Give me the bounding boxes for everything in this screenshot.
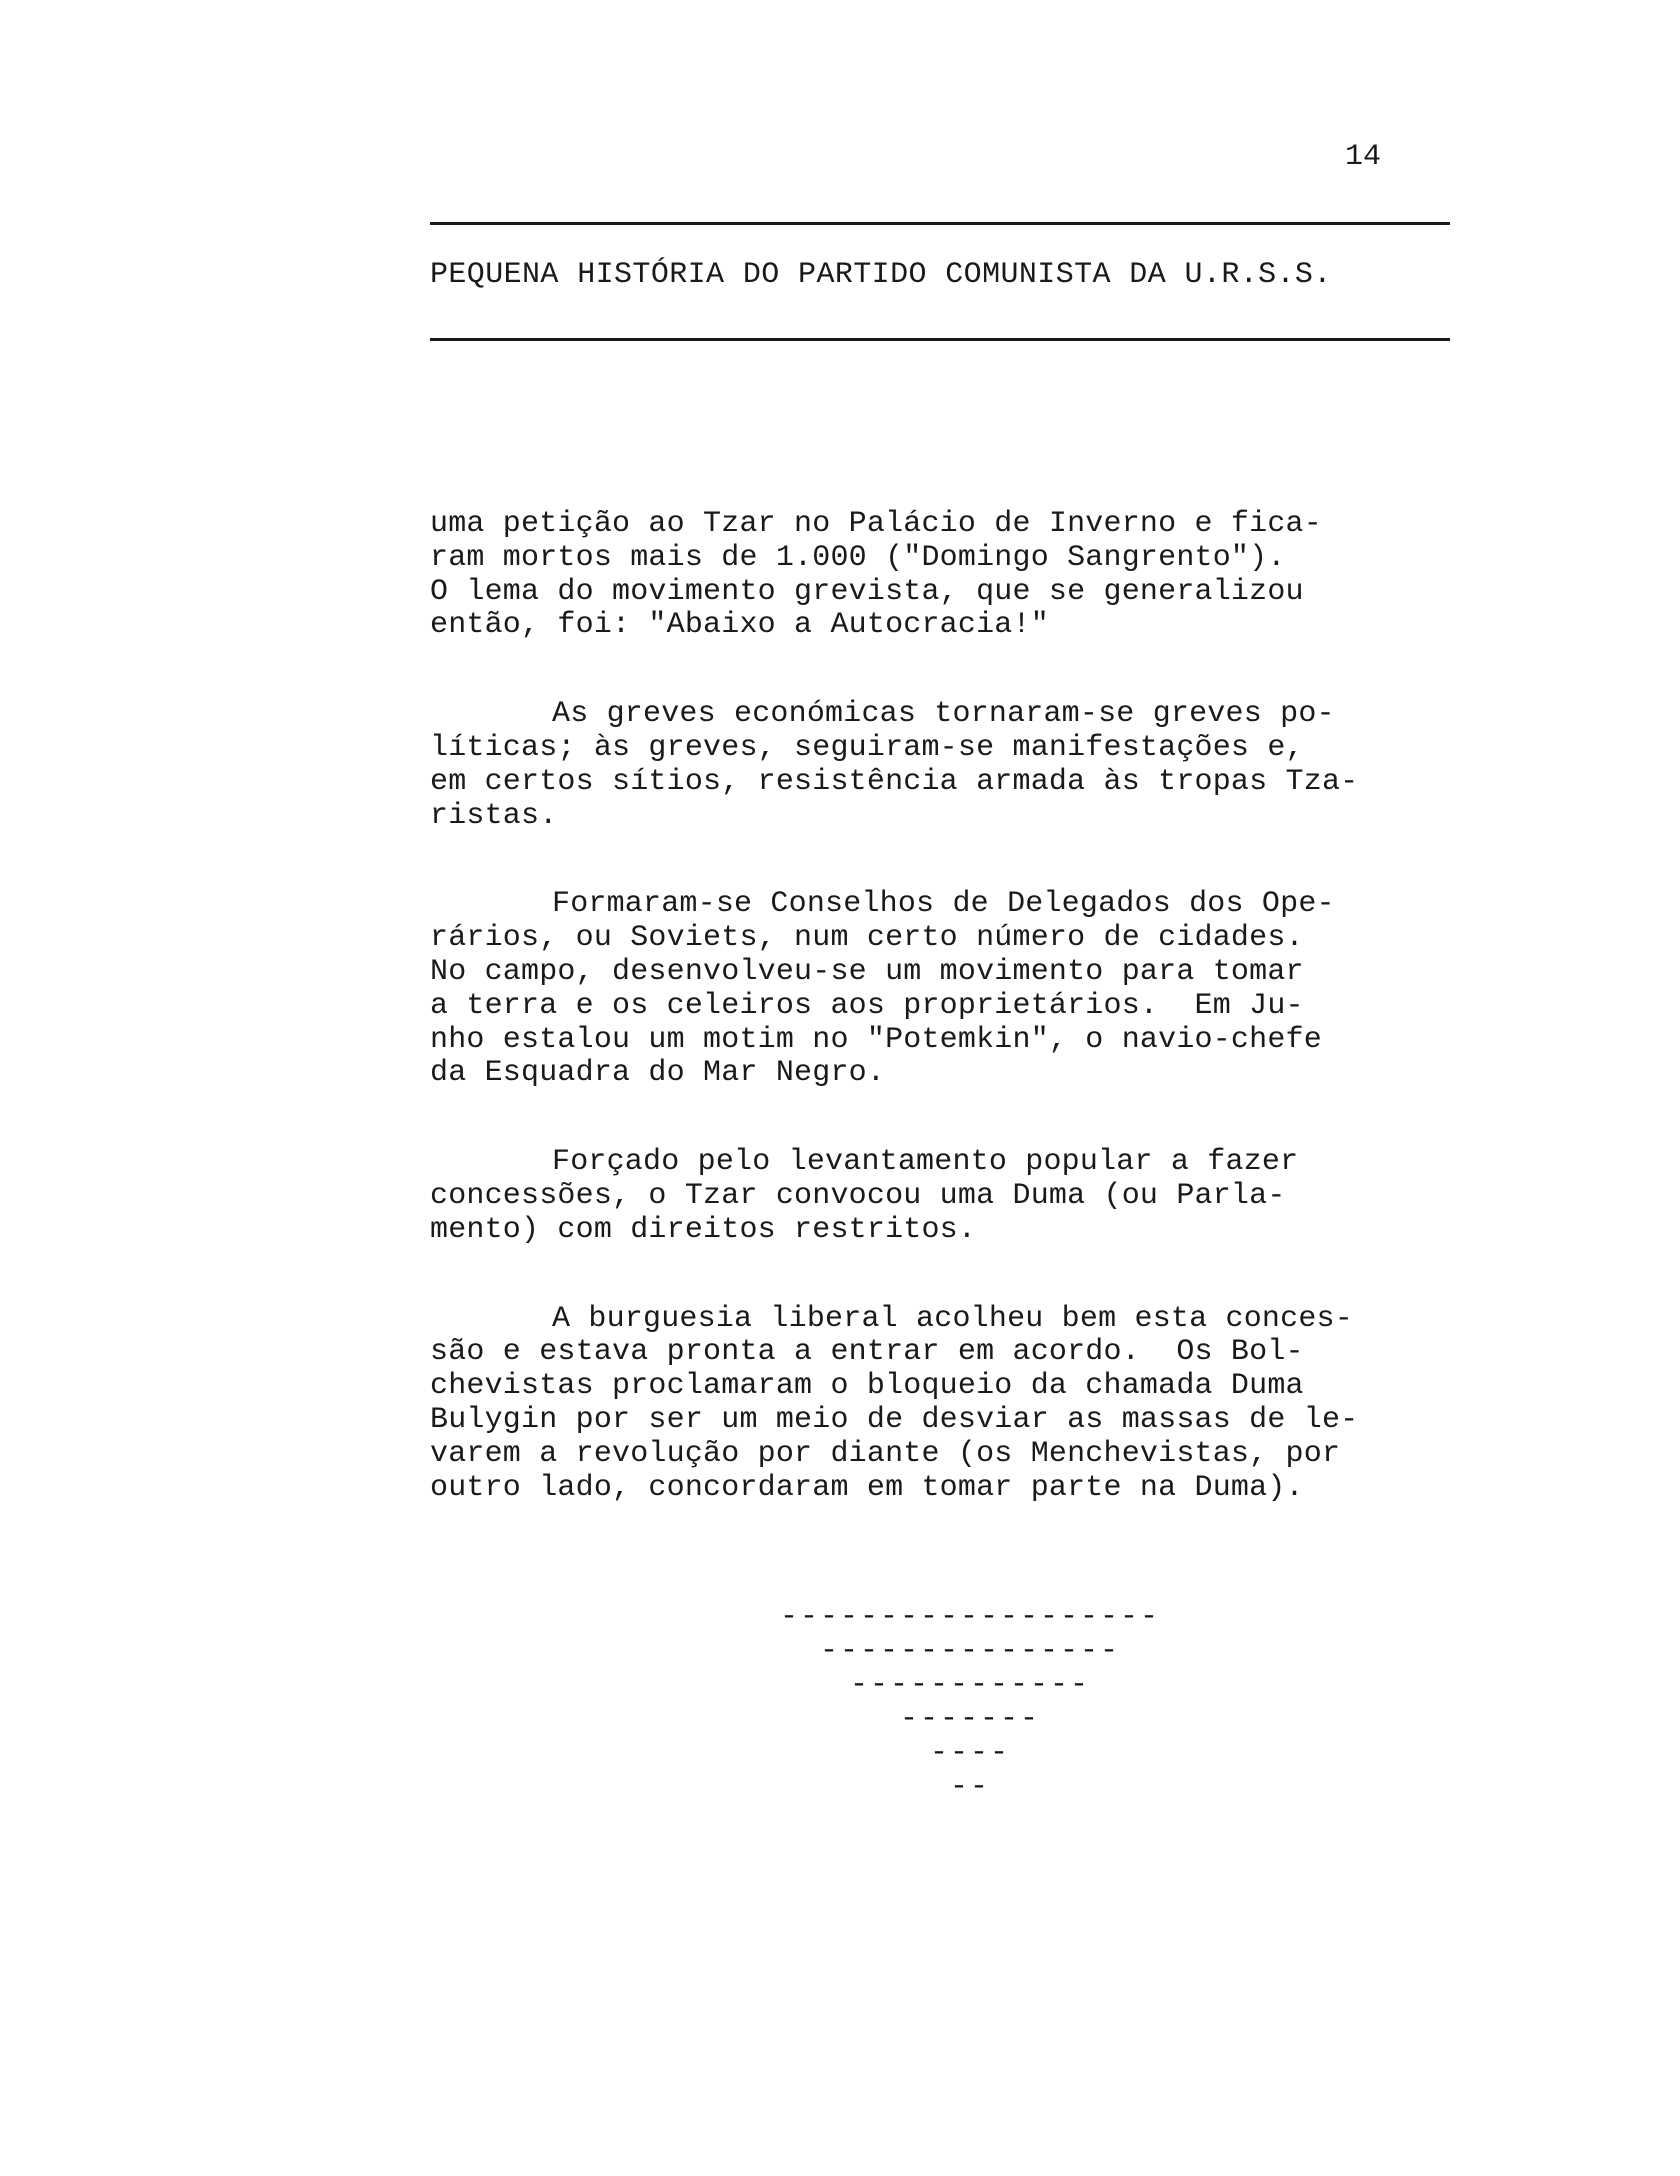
ornament-dash-line: --------------- bbox=[819, 1634, 1121, 1668]
text-line-content: A burguesia liberal acolheu bem esta conces- bbox=[552, 1301, 1353, 1336]
paragraph-1 bbox=[430, 508, 1470, 643]
text-line: a terra e os celeiros aos proprietários. Em Ju- bbox=[430, 988, 1304, 1023]
ornament-dash-line: ------- bbox=[899, 1702, 1041, 1736]
page-number: 14 bbox=[1345, 140, 1382, 174]
text-line: rários, ou Soviets, num certo número de cidades. bbox=[430, 921, 1304, 956]
closing-ornament bbox=[760, 1600, 1180, 1804]
body-text bbox=[430, 508, 1470, 1560]
text-line: O lema do movimento grevista, que se generalizou bbox=[430, 574, 1304, 609]
text-line: chevistas proclamaram o bloqueio da chamada Duma bbox=[430, 1369, 1304, 1404]
text-line-content: Formaram-se Conselhos de Delegados dos Ope- bbox=[552, 887, 1335, 922]
text-line-content: As greves económicas tornaram-se greves po- bbox=[552, 697, 1335, 732]
header-rule-bottom bbox=[430, 338, 1450, 341]
text-line: ram mortos mais de 1.000 ("Domingo Sangrento"). bbox=[430, 540, 1286, 575]
text-line-content: Forçado pelo levantamento popular a fazer bbox=[552, 1145, 1299, 1180]
text-line: então, foi: "Abaixo a Autocracia!" bbox=[430, 608, 1049, 643]
ornament-dash-line: ---- bbox=[929, 1736, 1010, 1770]
text-line: ristas. bbox=[430, 798, 558, 833]
ornament-dash-line: -- bbox=[949, 1770, 990, 1804]
text-line: em certos sítios, resistência armada às tropas Tza- bbox=[430, 764, 1359, 799]
text-line: líticas; às greves, seguiram-se manifestações e, bbox=[430, 730, 1304, 765]
paragraph-5 bbox=[430, 1303, 1470, 1506]
text-line: da Esquadra do Mar Negro. bbox=[430, 1056, 886, 1091]
text-line: varem a revolução por diante (os Menchevistas, por bbox=[430, 1436, 1341, 1471]
running-header: PEQUENA HISTÓRIA DO PARTIDO COMUNISTA DA U.R.S.S. bbox=[430, 258, 1332, 292]
text-line: nho estalou um motim no "Potemkin", o navio-chefe bbox=[430, 1022, 1322, 1057]
ornament-dash-line: ------------------- bbox=[779, 1600, 1161, 1634]
text-line: No campo, desenvolveu-se um movimento para tomar bbox=[430, 954, 1304, 989]
text-line: mento) com direitos restritos. bbox=[430, 1212, 977, 1247]
text-line-indented bbox=[430, 1146, 1470, 1180]
paragraph-2 bbox=[430, 698, 1470, 833]
text-line: são e estava pronta a entrar em acordo. Os Bol- bbox=[430, 1335, 1304, 1370]
text-line: outro lado, concordaram em tomar parte na Duma). bbox=[430, 1470, 1304, 1505]
text-line: concessões, o Tzar convocou uma Duma (ou Parla- bbox=[430, 1178, 1286, 1213]
text-line-indented bbox=[430, 698, 1470, 732]
text-line-indented bbox=[430, 888, 1470, 922]
text-line-indented bbox=[430, 1303, 1470, 1337]
text-line: uma petição ao Tzar no Palácio de Inverno e fica- bbox=[430, 507, 1322, 541]
header-rule-top bbox=[430, 222, 1450, 225]
paragraph-4 bbox=[430, 1146, 1470, 1247]
paragraph-3 bbox=[430, 888, 1470, 1091]
text-line: Bulygin por ser um meio de desviar as massas de le- bbox=[430, 1402, 1359, 1437]
ornament-dash-line: ------------ bbox=[849, 1668, 1091, 1702]
